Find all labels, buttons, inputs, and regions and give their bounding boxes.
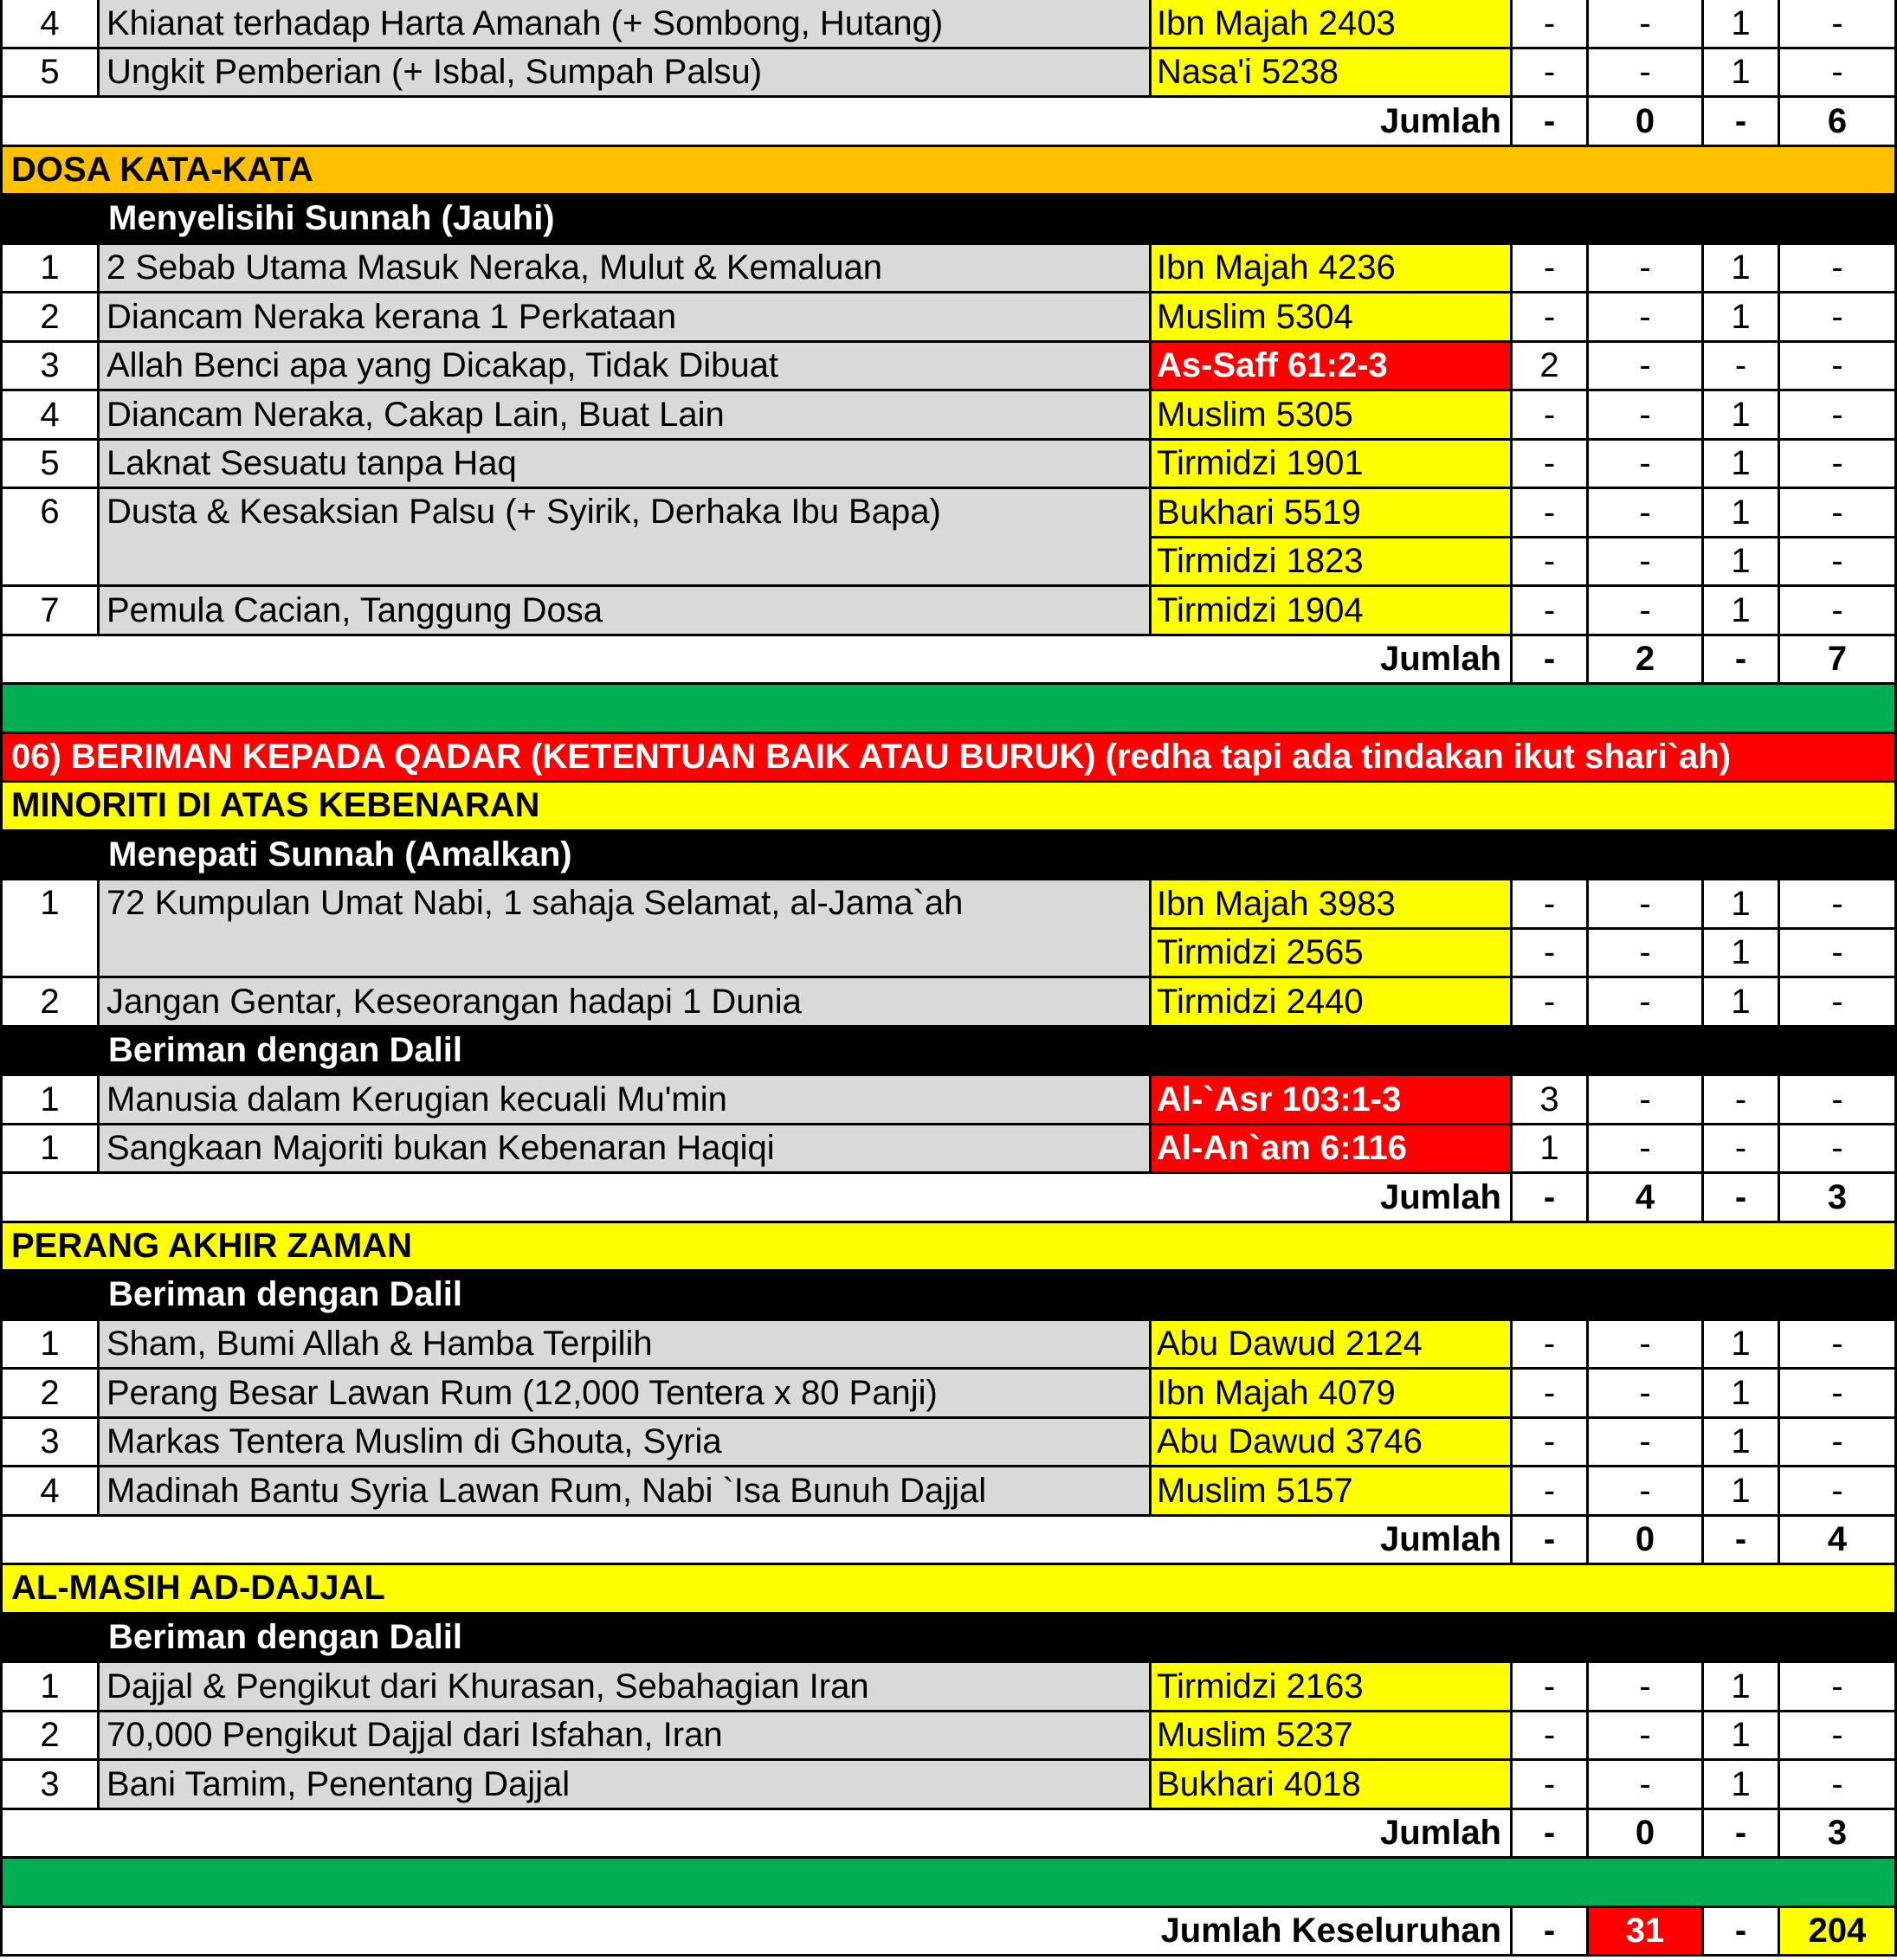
count-cell-4[interactable]: - — [1780, 293, 1897, 343]
reference-cell[interactable]: Tirmidzi 2440 — [1152, 978, 1513, 1028]
title-cell[interactable]: Jangan Gentar, Keseorangan hadapi 1 Dunia — [100, 978, 1152, 1028]
title-cell[interactable]: Bani Tamim, Penentang Dajjal — [100, 1761, 1152, 1810]
row-number-cell[interactable] — [0, 538, 100, 588]
table-row — [0, 0, 1897, 49]
count-cell-2[interactable]: - — [1589, 245, 1704, 294]
total-cell-2[interactable]: 4 — [1589, 1174, 1704, 1223]
total-cell-4[interactable]: 3 — [1780, 1174, 1897, 1223]
title-cell[interactable] — [100, 930, 1152, 979]
row-number-cell[interactable]: 1 — [0, 1125, 100, 1175]
title-cell[interactable]: Sham, Bumi Allah & Hamba Terpilih — [100, 1321, 1152, 1370]
count-cell-1[interactable]: - — [1513, 489, 1589, 538]
table-row — [0, 489, 1897, 538]
count-cell-1[interactable]: 3 — [1513, 1076, 1589, 1125]
count-cell-4[interactable]: - — [1780, 49, 1897, 99]
count-cell-2[interactable]: - — [1589, 343, 1704, 392]
table-row — [0, 293, 1897, 343]
total-label: Jumlah — [0, 1174, 1513, 1223]
title-cell[interactable]: Dajjal & Pengikut dari Khurasan, Sebahagian Iran — [100, 1663, 1152, 1712]
count-cell-4[interactable]: - — [1780, 391, 1897, 441]
table-row — [0, 1370, 1897, 1419]
count-cell-1[interactable]: - — [1513, 49, 1589, 99]
reference-cell[interactable]: Abu Dawud 3746 — [1152, 1419, 1513, 1468]
reference-cell[interactable]: As-Saff 61:2-3 — [1152, 343, 1513, 392]
count-cell-2[interactable]: - — [1589, 1663, 1704, 1712]
count-cell-1[interactable]: - — [1513, 441, 1589, 490]
count-cell-3[interactable]: - — [1704, 1076, 1780, 1125]
subsection-header: Beriman dengan Dalil — [0, 1615, 1897, 1664]
table-row — [0, 538, 1897, 588]
row-number-cell[interactable]: 3 — [0, 343, 100, 392]
grand-total-label: Jumlah Keseluruhan — [0, 1908, 1513, 1957]
row-number-cell[interactable]: 5 — [0, 49, 100, 99]
total-cell-3[interactable]: - — [1704, 1517, 1780, 1566]
count-cell-4[interactable]: - — [1780, 1467, 1897, 1517]
reference-cell[interactable]: Nasa'i 5238 — [1152, 49, 1513, 99]
count-cell-2[interactable]: - — [1589, 441, 1704, 490]
total-cell-1[interactable]: - — [1513, 1174, 1589, 1223]
count-cell-2[interactable]: - — [1589, 930, 1704, 979]
count-cell-4[interactable]: - — [1780, 978, 1897, 1028]
count-cell-1[interactable]: - — [1513, 1370, 1589, 1419]
count-cell-1[interactable]: - — [1513, 293, 1589, 343]
table-row — [0, 832, 1897, 881]
title-cell[interactable]: Khianat terhadap Harta Amanah (+ Sombong, Hutang) — [100, 0, 1152, 49]
count-cell-2[interactable]: - — [1589, 49, 1704, 99]
row-number-cell[interactable]: 2 — [0, 978, 100, 1028]
count-cell-4[interactable]: - — [1780, 489, 1897, 538]
count-cell-4[interactable]: - — [1780, 1761, 1897, 1810]
title-cell[interactable]: Pemula Cacian, Tanggung Dosa — [100, 587, 1152, 636]
count-cell-4[interactable]: - — [1780, 1419, 1897, 1468]
title-cell[interactable]: Diancam Neraka kerana 1 Perkataan — [100, 293, 1152, 343]
total-cell-2[interactable]: 2 — [1589, 636, 1704, 686]
count-cell-1[interactable]: - — [1513, 587, 1589, 636]
count-cell-1[interactable]: - — [1513, 930, 1589, 979]
total-cell-1[interactable]: - — [1513, 636, 1589, 686]
total-cell-3[interactable]: - — [1704, 636, 1780, 686]
count-cell-3[interactable]: 1 — [1704, 1712, 1780, 1762]
table-row — [0, 587, 1897, 636]
count-cell-3[interactable]: 1 — [1704, 441, 1780, 490]
category-header: 06) BERIMAN KEPADA QADAR (KETENTUAN BAIK ATAU BURUK) (redha tapi ada tindakan ikut shari`ah) — [0, 734, 1897, 783]
count-cell-3[interactable]: 1 — [1704, 538, 1780, 588]
table-row — [0, 1810, 1897, 1860]
table-row — [0, 1321, 1897, 1370]
count-cell-2[interactable]: - — [1589, 880, 1704, 930]
table-row — [0, 391, 1897, 441]
table-row — [0, 1761, 1897, 1810]
count-cell-3[interactable]: 1 — [1704, 930, 1780, 979]
count-cell-2[interactable]: - — [1589, 1125, 1704, 1175]
total-cell-1[interactable]: - — [1513, 1810, 1589, 1860]
reference-cell[interactable]: Al-`Asr 103:1-3 — [1152, 1076, 1513, 1125]
row-number-cell[interactable] — [0, 930, 100, 979]
title-cell[interactable] — [100, 538, 1152, 588]
count-cell-3[interactable]: 1 — [1704, 1321, 1780, 1370]
subsection-header: Menyelisihi Sunnah (Jauhi) — [0, 196, 1897, 245]
row-number-cell[interactable]: 2 — [0, 1370, 100, 1419]
count-cell-3[interactable]: 1 — [1704, 391, 1780, 441]
table-row — [0, 147, 1897, 197]
count-cell-2[interactable]: - — [1589, 1419, 1704, 1468]
table-row — [0, 49, 1897, 99]
title-cell[interactable]: 72 Kumpulan Umat Nabi, 1 sahaja Selamat, al-Jama`ah — [100, 880, 1152, 930]
count-cell-3[interactable]: 1 — [1704, 49, 1780, 99]
row-number-cell[interactable]: 7 — [0, 587, 100, 636]
table-row — [0, 1174, 1897, 1223]
table-row — [0, 1712, 1897, 1762]
table-row — [0, 1419, 1897, 1468]
table-row — [0, 1517, 1897, 1566]
total-cell-2[interactable]: 0 — [1589, 1810, 1704, 1860]
category-header: AL-MASIH AD-DAJJAL — [0, 1565, 1897, 1615]
section-divider — [0, 685, 1897, 734]
row-number-cell[interactable]: 4 — [0, 0, 100, 49]
title-cell[interactable]: Sangkaan Majoriti bukan Kebenaran Haqiqi — [100, 1125, 1152, 1175]
total-cell-4[interactable]: 7 — [1780, 636, 1897, 686]
row-number-cell[interactable]: 5 — [0, 441, 100, 490]
row-number-cell[interactable]: 2 — [0, 1712, 100, 1762]
table-row — [0, 1272, 1897, 1321]
grand-total-cell-1[interactable]: - — [1513, 1908, 1589, 1957]
table-row — [0, 1028, 1897, 1077]
reference-cell[interactable]: Muslim 5304 — [1152, 293, 1513, 343]
title-cell[interactable]: Diancam Neraka, Cakap Lain, Buat Lain — [100, 391, 1152, 441]
count-cell-1[interactable]: - — [1513, 1321, 1589, 1370]
title-cell[interactable]: Manusia dalam Kerugian kecuali Mu'min — [100, 1076, 1152, 1125]
count-cell-2[interactable]: - — [1589, 1370, 1704, 1419]
count-cell-3[interactable]: 1 — [1704, 587, 1780, 636]
count-cell-2[interactable]: - — [1589, 1712, 1704, 1762]
reference-cell[interactable]: Ibn Majah 3983 — [1152, 880, 1513, 930]
count-cell-1[interactable]: - — [1513, 880, 1589, 930]
category-header: DOSA KATA-KATA — [0, 147, 1897, 197]
count-cell-3[interactable]: 1 — [1704, 1663, 1780, 1712]
count-cell-4[interactable]: - — [1780, 245, 1897, 294]
row-number-cell[interactable]: 4 — [0, 391, 100, 441]
total-cell-3[interactable]: - — [1704, 98, 1780, 147]
table-row — [0, 1125, 1897, 1175]
count-cell-3[interactable]: 1 — [1704, 978, 1780, 1028]
reference-cell[interactable]: Tirmidzi 1901 — [1152, 441, 1513, 490]
count-cell-3[interactable]: - — [1704, 1125, 1780, 1175]
category-header: MINORITI DI ATAS KEBENARAN — [0, 783, 1897, 832]
grand-total-cell-2[interactable]: 31 — [1589, 1908, 1704, 1957]
table-row — [0, 1615, 1897, 1664]
count-cell-3[interactable]: - — [1704, 343, 1780, 392]
count-cell-3[interactable]: 1 — [1704, 489, 1780, 538]
title-cell[interactable]: Perang Besar Lawan Rum (12,000 Tentera x 80 Panji) — [100, 1370, 1152, 1419]
count-cell-3[interactable]: 1 — [1704, 245, 1780, 294]
total-cell-3[interactable]: - — [1704, 1810, 1780, 1860]
count-cell-2[interactable]: - — [1589, 391, 1704, 441]
total-cell-4[interactable]: 6 — [1780, 98, 1897, 147]
row-number-cell[interactable]: 1 — [0, 1321, 100, 1370]
count-cell-3[interactable]: 1 — [1704, 1761, 1780, 1810]
table-row — [0, 343, 1897, 392]
reference-cell[interactable]: Muslim 5305 — [1152, 391, 1513, 441]
grand-total-cell-4[interactable]: 204 — [1780, 1908, 1897, 1957]
count-cell-3[interactable]: 1 — [1704, 1419, 1780, 1468]
table-row — [0, 930, 1897, 979]
count-cell-1[interactable]: - — [1513, 538, 1589, 588]
count-cell-1[interactable]: - — [1513, 391, 1589, 441]
count-cell-3[interactable]: 1 — [1704, 1467, 1780, 1517]
count-cell-2[interactable]: - — [1589, 587, 1704, 636]
table-row — [0, 734, 1897, 783]
reference-cell[interactable]: Tirmidzi 1823 — [1152, 538, 1513, 588]
table-row — [0, 880, 1897, 930]
table-row — [0, 1565, 1897, 1615]
total-label: Jumlah — [0, 1810, 1513, 1860]
table-row — [0, 978, 1897, 1028]
count-cell-4[interactable]: - — [1780, 538, 1897, 588]
count-cell-2[interactable]: - — [1589, 1076, 1704, 1125]
reference-cell[interactable]: Al-An`am 6:116 — [1152, 1125, 1513, 1175]
reference-cell[interactable]: Bukhari 5519 — [1152, 489, 1513, 538]
reference-cell[interactable]: Tirmidzi 1904 — [1152, 587, 1513, 636]
title-cell[interactable]: Dusta & Kesaksian Palsu (+ Syirik, Derhaka Ibu Bapa) — [100, 489, 1152, 538]
title-cell[interactable]: Madinah Bantu Syria Lawan Rum, Nabi `Isa Bunuh Dajjal — [100, 1467, 1152, 1517]
count-cell-1[interactable]: - — [1513, 1663, 1589, 1712]
table-row — [0, 245, 1897, 294]
title-cell[interactable]: Allah Benci apa yang Dicakap, Tidak Dibuat — [100, 343, 1152, 392]
section-divider — [0, 1859, 1897, 1908]
reference-cell[interactable]: Abu Dawud 2124 — [1152, 1321, 1513, 1370]
total-cell-1[interactable]: - — [1513, 1517, 1589, 1566]
category-header: PERANG AKHIR ZAMAN — [0, 1223, 1897, 1273]
count-cell-4[interactable]: - — [1780, 587, 1897, 636]
count-cell-4[interactable]: - — [1780, 1321, 1897, 1370]
subsection-header: Beriman dengan Dalil — [0, 1028, 1897, 1077]
total-label: Jumlah — [0, 98, 1513, 147]
subsection-header: Menepati Sunnah (Amalkan) — [0, 832, 1897, 881]
count-cell-2[interactable]: - — [1589, 1761, 1704, 1810]
count-cell-2[interactable]: - — [1589, 538, 1704, 588]
title-cell[interactable]: 70,000 Pengikut Dajjal dari Isfahan, Iran — [100, 1712, 1152, 1762]
count-cell-1[interactable]: - — [1513, 0, 1589, 49]
count-cell-1[interactable]: - — [1513, 1419, 1589, 1468]
count-cell-4[interactable]: - — [1780, 441, 1897, 490]
count-cell-4[interactable]: - — [1780, 930, 1897, 979]
row-number-cell[interactable]: 4 — [0, 1467, 100, 1517]
reference-cell[interactable]: Ibn Majah 4236 — [1152, 245, 1513, 294]
count-cell-1[interactable]: - — [1513, 1467, 1589, 1517]
table-row — [0, 1859, 1897, 1908]
table-row — [0, 1908, 1897, 1957]
count-cell-2[interactable]: - — [1589, 978, 1704, 1028]
count-cell-3[interactable]: 1 — [1704, 293, 1780, 343]
table-row — [0, 1467, 1897, 1517]
count-cell-1[interactable]: - — [1513, 1761, 1589, 1810]
total-cell-2[interactable]: 0 — [1589, 98, 1704, 147]
count-cell-2[interactable]: - — [1589, 293, 1704, 343]
count-cell-1[interactable]: 2 — [1513, 343, 1589, 392]
count-cell-4[interactable]: - — [1780, 343, 1897, 392]
total-cell-1[interactable]: - — [1513, 98, 1589, 147]
count-cell-4[interactable]: - — [1780, 1663, 1897, 1712]
total-cell-2[interactable]: 0 — [1589, 1517, 1704, 1566]
row-number-cell[interactable]: 1 — [0, 245, 100, 294]
total-label: Jumlah — [0, 636, 1513, 686]
total-cell-3[interactable]: - — [1704, 1174, 1780, 1223]
count-cell-1[interactable]: - — [1513, 978, 1589, 1028]
row-number-cell[interactable]: 1 — [0, 880, 100, 930]
count-cell-4[interactable]: - — [1780, 1076, 1897, 1125]
total-label: Jumlah — [0, 1517, 1513, 1566]
grand-total-cell-3[interactable]: - — [1704, 1908, 1780, 1957]
count-cell-1[interactable]: 1 — [1513, 1125, 1589, 1175]
reference-cell[interactable]: Ibn Majah 2403 — [1152, 0, 1513, 49]
count-cell-1[interactable]: - — [1513, 245, 1589, 294]
title-cell[interactable]: Laknat Sesuatu tanpa Haq — [100, 441, 1152, 490]
row-number-cell[interactable]: 1 — [0, 1663, 100, 1712]
count-cell-1[interactable]: - — [1513, 1712, 1589, 1762]
reference-cell[interactable]: Ibn Majah 4079 — [1152, 1370, 1513, 1419]
count-cell-3[interactable]: 1 — [1704, 880, 1780, 930]
table-row — [0, 783, 1897, 832]
table-row — [0, 98, 1897, 147]
count-cell-2[interactable]: - — [1589, 1467, 1704, 1517]
reference-cell[interactable]: Tirmidzi 2565 — [1152, 930, 1513, 979]
table-row — [0, 685, 1897, 734]
reference-cell[interactable]: Muslim 5237 — [1152, 1712, 1513, 1762]
table-row — [0, 441, 1897, 490]
title-cell[interactable]: 2 Sebab Utama Masuk Neraka, Mulut & Kemaluan — [100, 245, 1152, 294]
reference-cell[interactable]: Muslim 5157 — [1152, 1467, 1513, 1517]
title-cell[interactable]: Ungkit Pemberian (+ Isbal, Sumpah Palsu) — [100, 49, 1152, 99]
count-cell-3[interactable]: 1 — [1704, 1370, 1780, 1419]
table-row — [0, 1663, 1897, 1712]
count-cell-4[interactable]: - — [1780, 1712, 1897, 1762]
count-cell-2[interactable]: - — [1589, 1321, 1704, 1370]
reference-cell[interactable]: Tirmidzi 2163 — [1152, 1663, 1513, 1712]
table-row — [0, 1076, 1897, 1125]
row-number-cell[interactable]: 1 — [0, 1076, 100, 1125]
count-cell-4[interactable]: - — [1780, 880, 1897, 930]
row-number-cell[interactable]: 6 — [0, 489, 100, 538]
count-cell-4[interactable]: - — [1780, 0, 1897, 49]
subsection-header: Beriman dengan Dalil — [0, 1272, 1897, 1321]
count-cell-4[interactable]: - — [1780, 1370, 1897, 1419]
title-cell[interactable]: Markas Tentera Muslim di Ghouta, Syria — [100, 1419, 1152, 1468]
total-cell-4[interactable]: 4 — [1780, 1517, 1897, 1566]
row-number-cell[interactable]: 3 — [0, 1761, 100, 1810]
count-cell-4[interactable]: - — [1780, 1125, 1897, 1175]
count-cell-2[interactable]: - — [1589, 0, 1704, 49]
table-row — [0, 196, 1897, 245]
table-row — [0, 1223, 1897, 1273]
reference-cell[interactable]: Bukhari 4018 — [1152, 1761, 1513, 1810]
count-cell-3[interactable]: 1 — [1704, 0, 1780, 49]
total-cell-4[interactable]: 3 — [1780, 1810, 1897, 1860]
row-number-cell[interactable]: 3 — [0, 1419, 100, 1468]
count-cell-2[interactable]: - — [1589, 489, 1704, 538]
row-number-cell[interactable]: 2 — [0, 293, 100, 343]
table-row — [0, 636, 1897, 686]
